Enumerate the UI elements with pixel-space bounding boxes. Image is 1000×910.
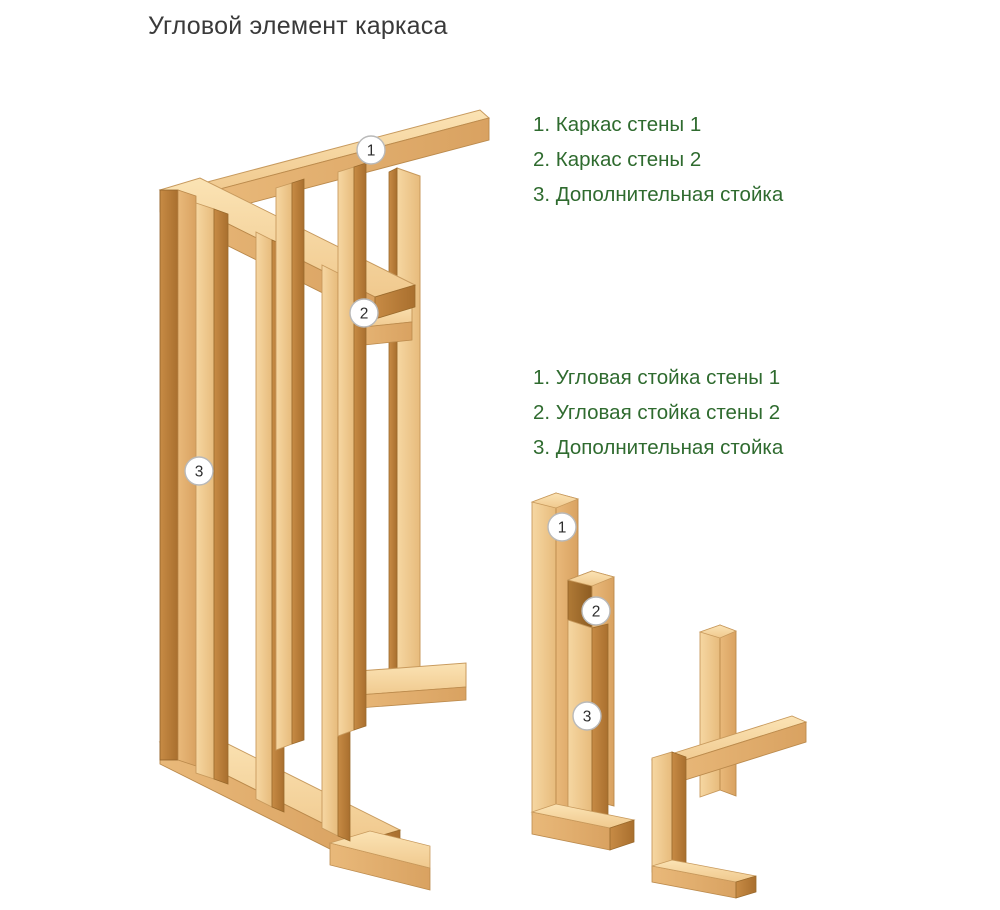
legend-item: 3. Дополнительная стойка <box>533 436 784 459</box>
callout-label: 3 <box>194 463 204 481</box>
callout-label: 1 <box>557 519 567 537</box>
legend-item: 3. Дополнительная стойка <box>533 183 784 206</box>
callout-upper-2 <box>350 299 378 327</box>
callout-lower-1 <box>548 513 576 541</box>
legend-item: 2. Угловая стойка стены 2 <box>533 401 781 424</box>
callout-upper-1 <box>357 136 385 164</box>
wall2-stud-a <box>276 179 304 750</box>
callout-lower-2 <box>582 597 610 625</box>
wall-frame-assembly <box>160 110 489 890</box>
wall1-bottom-plate-end <box>330 831 430 890</box>
legend-item: 1. Угловая стойка стены 1 <box>533 366 781 389</box>
callout-label: 2 <box>591 603 601 621</box>
wall2-right-stud <box>389 168 420 700</box>
detail-bottom-plate-left <box>532 804 634 850</box>
callout-label: 3 <box>582 708 592 726</box>
callout-label: 2 <box>359 305 369 323</box>
additional-post <box>196 203 228 784</box>
legend-item: 1. Каркас стены 1 <box>533 113 702 136</box>
wall2-stud-b <box>338 163 366 736</box>
callout-label: 1 <box>366 142 376 160</box>
callout-upper-3 <box>185 457 213 485</box>
corner-post-detail-assembly <box>532 493 806 898</box>
detail-right-lower-post <box>652 752 686 872</box>
legend-item: 2. Каркас стены 2 <box>533 148 702 171</box>
detail-right-bottom-plate <box>652 860 756 898</box>
page-title: Угловой элемент каркаса <box>148 12 448 40</box>
callout-lower-3 <box>573 702 601 730</box>
